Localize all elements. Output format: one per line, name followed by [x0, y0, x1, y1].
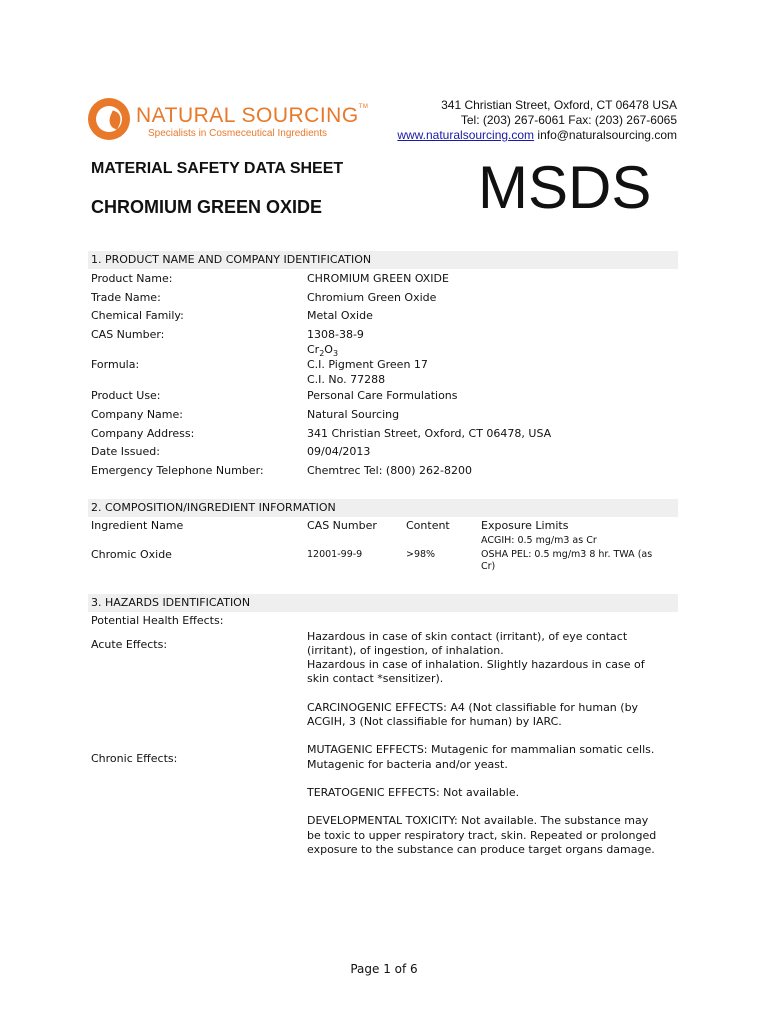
company-name-label: Company Name:	[91, 408, 183, 421]
cas-number-value: 1308-38-9	[307, 328, 364, 341]
brand-tagline: Specialists in Cosmeceutical Ingredients	[148, 128, 327, 139]
logo-leaf-icon	[96, 106, 122, 132]
website-link[interactable]: www.naturalsourcing.com	[397, 128, 535, 142]
ingredient-content-cell: >98%	[406, 549, 436, 560]
company-address-label: Company Address:	[91, 427, 195, 440]
email-text: info@naturalsourcing.com	[537, 128, 677, 142]
acute-effects-label: Acute Effects:	[91, 638, 168, 651]
page-number: Page 1 of 6	[350, 962, 418, 976]
product-use-label: Product Use:	[91, 389, 161, 402]
formula-pigment: C.I. Pigment Green 17	[307, 358, 428, 371]
section-3-title: 3. HAZARDS IDENTIFICATION	[91, 596, 251, 609]
date-issued-label: Date Issued:	[91, 445, 160, 458]
developmental-line-3: exposure to the substance can produce target organs damage.	[307, 843, 655, 856]
product-use-value: Personal Care Formulations	[307, 389, 458, 402]
header-exposure-limits: Exposure Limits	[481, 519, 569, 532]
company-name-value: Natural Sourcing	[307, 408, 400, 421]
exposure-acgih: ACGIH: 0.5 mg/m3 as Cr	[481, 535, 597, 546]
company-logo	[88, 98, 130, 140]
exposure-osha-cont: Cr)	[481, 561, 496, 572]
header-ingredient-name: Ingredient Name	[91, 519, 184, 532]
carcinogenic-line-2: ACGIH, 3 (Not classifiable for human) by IARC.	[307, 715, 562, 728]
formula-ci-number: C.I. No. 77288	[307, 373, 386, 386]
cas-number-label: CAS Number:	[91, 328, 165, 341]
formula-chemical: $Cr_2O_3$	[307, 343, 339, 359]
header-cas-number: CAS Number	[307, 519, 377, 532]
trade-name-label: Trade Name:	[91, 291, 161, 304]
chemical-family-value: Metal Oxide	[307, 309, 373, 322]
mutagenic-line-2: Mutagenic for bacteria and/or yeast.	[307, 758, 508, 771]
mutagenic-line-1: MUTAGENIC EFFECTS: Mutagenic for mammalian somatic cells.	[307, 743, 655, 756]
product-title: CHROMIUM GREEN OXIDE	[91, 197, 323, 217]
product-name-value: CHROMIUM GREEN OXIDE	[307, 272, 449, 285]
ingredient-cas-cell: 12001-99-9	[307, 549, 363, 560]
company-contact	[397, 128, 677, 142]
acute-line-2: (irritant), of ingestion, of inhalation.	[307, 644, 504, 657]
teratogenic-line: TERATOGENIC EFFECTS: Not available.	[307, 786, 520, 799]
chemical-family-label: Chemical Family:	[91, 309, 184, 322]
date-issued-value: 09/04/2013	[307, 445, 371, 458]
brand-name: NATURAL SOURCING™	[136, 104, 369, 127]
acute-line-1: Hazardous in case of skin contact (irritant), of eye contact	[307, 630, 628, 643]
product-name-label: Product Name:	[91, 272, 173, 285]
emergency-phone-label: Emergency Telephone Number:	[91, 464, 264, 477]
carcinogenic-line-1: CARCINOGENIC EFFECTS: A4 (Not classifiable for human (by	[307, 701, 639, 714]
acute-line-4: skin contact *sensitizer).	[307, 672, 444, 685]
developmental-line-1: DEVELOPMENTAL TOXICITY: Not available. The substance may	[307, 814, 649, 827]
msds-heading: MSDS	[478, 154, 652, 221]
company-phone-fax: Tel: (203) 267-6061 Fax: (203) 267-6065	[460, 113, 677, 127]
section-2-title: 2. COMPOSITION/INGREDIENT INFORMATION	[91, 501, 336, 514]
company-address-value: 341 Christian Street, Oxford, CT 06478, USA	[307, 427, 552, 440]
company-address: 341 Christian Street, Oxford, CT 06478 USA	[441, 98, 677, 112]
ingredient-name-cell: Chromic Oxide	[91, 548, 172, 561]
exposure-osha: OSHA PEL: 0.5 mg/m3 8 hr. TWA (as	[481, 549, 653, 560]
formula-label: Formula:	[91, 358, 140, 371]
document-type-title: MATERIAL SAFETY DATA SHEET	[91, 160, 344, 177]
emergency-phone-value: Chemtrec Tel: (800) 262-8200	[307, 464, 472, 477]
developmental-line-2: be toxic to upper respiratory tract, skin. Repeated or prolonged	[307, 829, 657, 842]
section-1-title: 1. PRODUCT NAME AND COMPANY IDENTIFICATION	[91, 253, 372, 266]
header-content: Content	[406, 519, 450, 532]
chronic-effects-label: Chronic Effects:	[91, 752, 178, 765]
potential-health-effects-label: Potential Health Effects:	[91, 614, 224, 627]
trade-name-value: Chromium Green Oxide	[307, 291, 437, 304]
acute-line-3: Hazardous in case of inhalation. Slightly hazardous in case of	[307, 658, 645, 671]
